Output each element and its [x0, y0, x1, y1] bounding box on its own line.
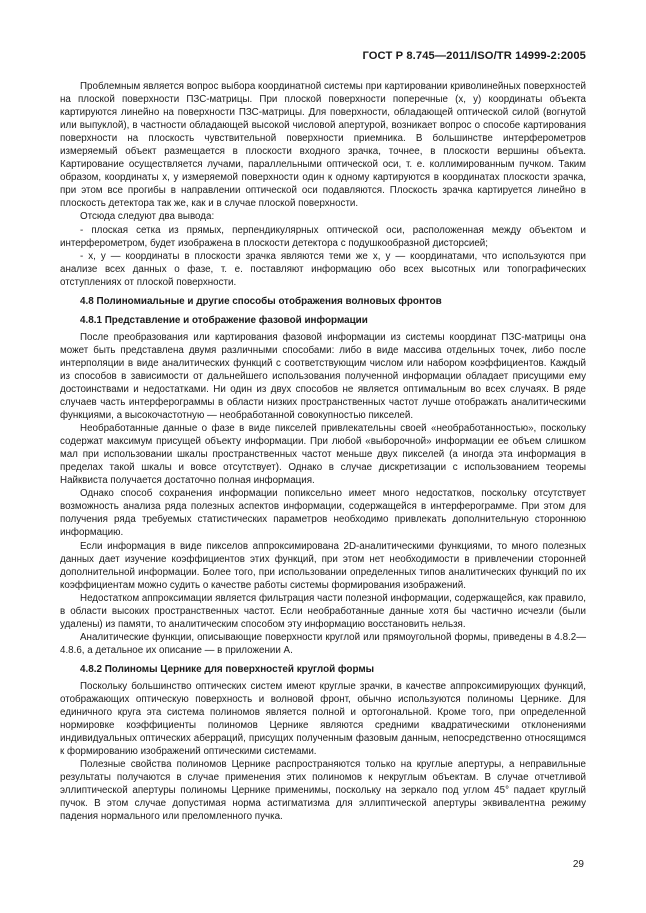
paragraph: Необработанные данные о фазе в виде пикселей привлекательны своей «необработанностью», поскольку содержат максимум присущей объекту информации. При любой «выборочной» информации ее объем слишком мал при использовании шкалы пространственных частот меньше двух пикселей (а иногда эта информация в пределах такой шкалы и вовсе отсутствует). Однако в случае дискретизации с использованием теоремы Найквиста получается достаточно полная информация. — [60, 423, 586, 487]
paragraph: Проблемным является вопрос выбора координатной системы при картировании криволинейных поверхностей на плоской поверхности ПЗС-матрицы. При плоской поверхности поперечные (x, y) координаты объекта картируются линейно на поверхности ПЗС-матрицы. Для поверхности, обладающей оптической силой (вогнутой или выпуклой), в частности обладающей высокой числовой апертурой, возникает вопрос о способе картирования поверхности на плоскость чувствительной поверхности приемника. В большинстве интерферометров измеряемый объект размещается в плоскости входного зрачка, точнее, в плоскости вершины объекта. Картирование осуществляется лучами, параллельными оптической оси, т. е. коллимированным пучком. Таким образом, координаты x, y измеряемой поверхности один к одному картируются в координатах плоскости зрачка, при этом все прогибы в направлении оптической оси подавляются. Плоскость зрачка картируется линейно в плоскость детектора так же, как и в случае плоской поверхности. — [60, 81, 586, 210]
document-standard-id: ГОСТ Р 8.745—2011/ISO/TR 14999-2:2005 — [362, 50, 586, 62]
paragraph: Однако способ сохранения информации попиксельно имеет много недостатков, поскольку отсутствует возможность анализа ряда полезных аспектов информации, содержащейся в интерферограмме. При этом для получения ряда требуемых статистических параметров необходимо привлекать дополнительную стороннюю информацию. — [60, 488, 586, 539]
paragraph: Если информация в виде пикселов аппроксимирована 2D-аналитическими функциями, то много полезных данных дает изучение коэффициентов этих функций, при этом нет необходимости в привлечении сторонней дополнительной информации. Более того, при использовании определенных типов аналитических функций по их коэффициентам можно судить о качестве работы системы формирования изображений. — [60, 540, 586, 591]
paragraph: Полезные свойства полиномов Цернике распространяются только на круглые апертуры, а неправильные результаты получаются в случае применения этих полиномов к некруглым объектам. В случае отчетливой эллиптической апертуры полиномы Цернике применимы, поскольку на зеркало под углом 45° падает круглый пучок. В этом случае допустимая норма астигматизма для эллиптической апертуры эквивалентна режиму падения нормального или преломленного пучка. — [60, 759, 586, 823]
paragraph: Недостатком аппроксимации является фильтрация части полезной информации, содержащейся, как правило, в области высоких пространственных частот. Если необработанные данные хотя бы частично исчезли (были удалены) из памяти, то аналитическим способом эту информацию восстановить нельзя. — [60, 592, 586, 630]
list-item: - плоская сетка из прямых, перпендикулярных оптической оси, расположенная между объектом и интерферометром, будет изображена в плоскости детектора с подушкообразной дисторсией; — [60, 224, 586, 249]
paragraph: После преобразования или картирования фазовой информации из системы координат ПЗС-матрицы она может быть представлена двумя различными способами: либо в виде массива отдельных точек, либо после интерполяции в виде аналитических функций с соответствующим числом или набором коэффициентов. Каждый из способов в зависимости от дальнейшего использования полученной информации обладает присущими ему достоинствами и недостатками. Ни один из двух способов не является оптимальным во всех случаях. В ряде случаев часть интерферограммы в области низких пространственных частот лучше отображать аналитическими функциями, а высокочастотную — необработанной совокупностью пикселей. — [60, 331, 586, 422]
paragraph: Отсюда следуют два вывода: — [80, 211, 215, 223]
list-item: - x, y — координаты в плоскости зрачка являются теми же x, y — координатами, что используются при анализе всех данных о фазе, т. е. поставляют информацию обо всех высотных или топографических отступлениях от плоской поверхности. — [60, 250, 586, 288]
document-body — [60, 80, 586, 823]
section-heading-4-8-2: 4.8.2 Полиномы Цернике для поверхностей круглой формы — [80, 663, 375, 675]
section-heading-4-8: 4.8 Полиномиальные и другие способы отображения волновых фронтов — [80, 295, 442, 307]
page-number: 29 — [572, 859, 584, 870]
paragraph: Аналитические функции, описывающие поверхности круглой или прямоугольной формы, приведены в 4.8.2—4.8.6, а детальное их описание — в приложении А. — [60, 631, 586, 656]
section-heading-4-8-1: 4.8.1 Представление и отображение фазовой информации — [80, 314, 368, 326]
paragraph: Поскольку большинство оптических систем имеют круглые зрачки, в качестве аппроксимирующих функций, отображающих оптическую поверхность и волновой фронт, обычно используются полиномы Цернике. Для единичного круга эта система полиномов является полной и ортогональной. Кроме того, при определенной нормировке коэффициенты полиномов Цернике являются средними квадратическими отклонениями индивидуальных оптических аберраций, присущих полученным фазовым данным, непосредственно относящимся к формированию изображений оптическими системами. — [60, 680, 586, 758]
